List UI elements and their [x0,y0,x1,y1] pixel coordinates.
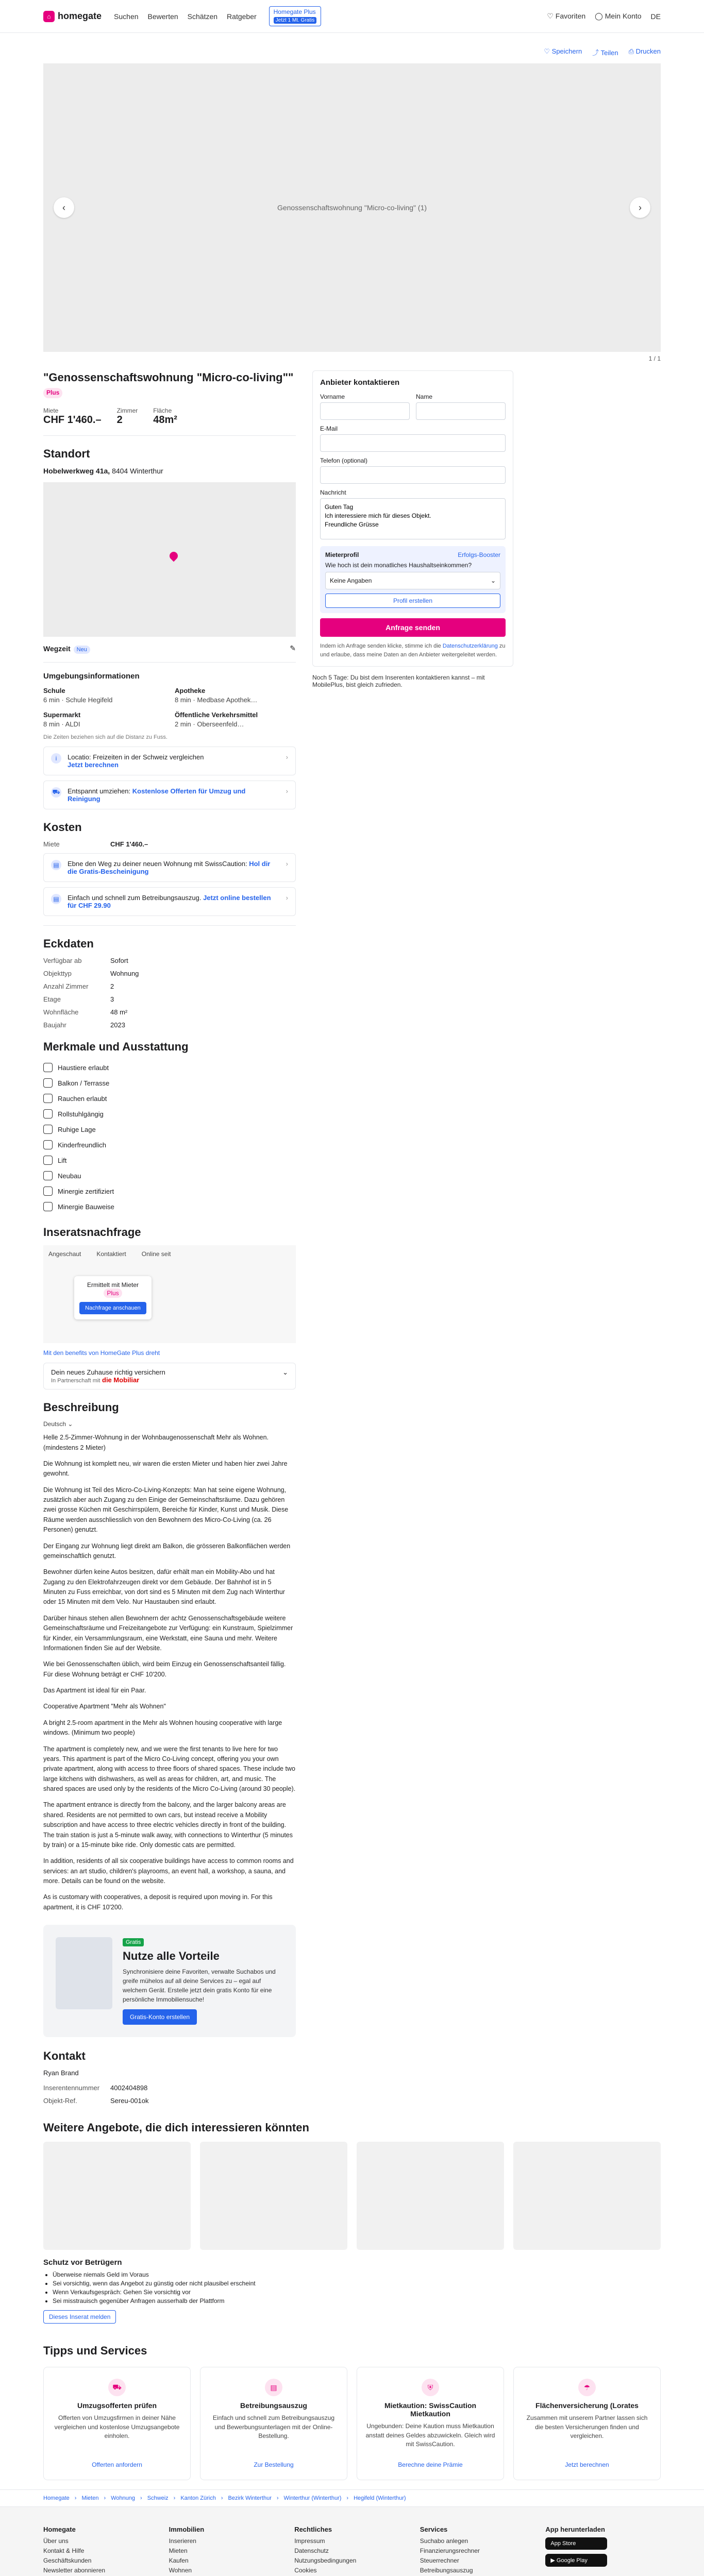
similar-card[interactable] [357,2142,504,2250]
new-badge: Neu [74,646,90,654]
feature-pets: Haustiere erlaubt [43,1060,296,1075]
poi-pharmacy: Apotheke 8 min · Medbase Apothek… [175,687,258,704]
elevator-icon [43,1156,53,1165]
chevron-left-icon: ‹ [62,202,65,213]
feature-new-building: Neubau [43,1168,296,1183]
commute-row[interactable]: Wegzeit Neu ✎ [43,644,296,653]
content [0,365,704,2110]
tip-card: ▤ Betreibungsauszug Einfach und schnell zum Betreibungsauszug und Bewerbungsunterlagen mit der Online-Bestellung. Zur Bestellung [200,2367,347,2480]
paw-icon [43,1063,53,1072]
leaf-icon [43,1187,53,1196]
footer-col-immobilien: Immobilien Inserieren Mieten Kaufen Wohnen [169,2526,205,2574]
footer [0,2507,704,2576]
edit-icon[interactable]: ✎ [290,644,296,653]
chevron-down-icon: ⌄ [490,577,496,584]
locatio-card[interactable]: i Locatio: Freizeiten in der Schweiz vergleichen Jetzt berechnen › [43,747,296,775]
breadcrumb-item[interactable]: Kanton Zürich [180,2495,216,2502]
account-promo: Gratis Nutze alle Vorteile Synchronisiere deine Favoriten, verwalte Suchabos und greife mühelos auf all deine Services zu – egal auf welchem Gerät. Erstelle jetzt dein gratis Konto für eine persönliche Immobiliensuche! Gratis-Konto erstellen [43,1925,296,2037]
plus-benefits-link[interactable]: Mit den benefits von HomeGate Plus dreht [43,1349,160,1357]
umbrella-icon: ☂ [578,2379,596,2396]
similar-card[interactable] [513,2142,661,2250]
feature-lift: Lift [43,1153,296,1168]
chevron-right-icon: › [286,753,288,761]
chevron-right-icon: › [286,787,288,795]
costs-heading: Kosten [43,821,82,834]
nav-schaetzen[interactable]: Schätzen [187,12,218,21]
poi-school: Schule 6 min · Schule Hegifeld [43,687,113,704]
contact-name: Ryan Brand [43,2069,79,2077]
feature-quiet: Ruhige Lage [43,1122,296,1137]
child-icon [43,1140,53,1149]
breadcrumb-item[interactable]: Winterthur (Winterthur) [283,2495,342,2502]
breadcrumb-item[interactable]: Bezirk Winterthur [228,2495,272,2502]
print-button[interactable]: ⎙ Drucken [628,47,661,55]
nav-ratgeber[interactable]: Ratgeber [227,12,257,21]
key-facts [43,407,296,426]
leaf-icon [43,1202,53,1211]
feature-wheelchair: Rollstuhlgängig [43,1106,296,1122]
promo-title: Nutze alle Vorteile [123,1950,220,1963]
lastname-field[interactable] [416,402,506,420]
smoking-icon [43,1094,53,1103]
main-column [43,365,296,2110]
homegate-plus-button[interactable]: Homegate Plus Jetzt 1 Mt. Gratis [269,6,322,26]
building-icon [43,1171,53,1180]
footer-col-services: Services Suchabo anlegen Finanzierungsrechner Steuerrechner Betreibungsauszug [420,2526,480,2574]
costs-table: Miete CHF 1'460.– [43,840,148,849]
gallery-next-button[interactable] [630,197,650,218]
view-demand-button[interactable]: Nachfrage anschauen [79,1302,146,1314]
footer-col-homegate: Homegate Über uns Kontakt & Hilfe Geschäftskunden Newsletter abonnieren [43,2526,106,2574]
plus-side-note: Noch 5 Tage: Du bist dem Inserenten kontaktieren kannst – mit MobilePlus, bist gleich zufrieden. [312,674,485,688]
tip-card: ⛨ Mietkaution: SwissCaution Mietkaution Ungebunden: Deine Kaution muss Mietkaution anstatt deines Geldes abzuwickeln. Gleich wird mit SwissCaution. Berechne deine Prämie [357,2367,504,2480]
breadcrumb: Homegate › Mieten › Wohnung › Schweiz › Kanton Zürich › Bezirk Winterthur › Winterthur (Winterthur) › Hegifeld (Winterthur) [0,2489,704,2507]
contact-table: Inserentennummer 4002404898 Objekt-Ref. Sereu-001ok [43,2084,149,2105]
divider [43,435,296,436]
truck-icon: ⛟ [108,2379,126,2396]
tab-contacted[interactable]: Kontaktiert [96,1250,126,1258]
share-button[interactable]: ⤴ Teilen [592,49,618,57]
truck-icon: ⛟ [51,787,61,798]
wheelchair-icon [43,1109,53,1118]
gallery-prev-button[interactable] [54,197,74,218]
firstname-field[interactable] [320,402,410,420]
contact-form: Anbieter kontaktieren Vorname Name E-Mail Telefon (optional) Nachricht Guten Tag Ich interessiere mich für dieses Objekt. Freundliche Grüsse Mieterprofil Erfolgs-Booster Wie hoch ist dein monatliches Haushaltseinkommen? Keine Angaben ⌄ Profil erstellen Anfrage senden Indem ich Anfrage senden klicke, stimme ich die Datenschutzerklärung zu und erlaube, dass meine Daten an den Anbieter weitergeleitet werden. [312,370,513,667]
demand-tabs [43,1245,296,1263]
feature-minergie-build: Minergie Bauweise [43,1199,296,1214]
tips-grid [43,2367,661,2480]
swisscaution-card[interactable]: ▤ Ebne den Weg zu deiner neuen Wohnung mit SwissCaution: Hol dir die Gratis-Bescheinigung › [43,853,296,882]
balcony-icon [43,1078,53,1088]
similar-card[interactable] [43,2142,191,2250]
language-select[interactable]: DE [650,12,661,21]
demand-upsell-card: Ermittelt mit Mieter Plus Nachfrage anschauen [74,1276,152,1319]
tip-link[interactable]: Jetzt berechnen [565,2461,609,2469]
tip-card: ⛟ Umzugsofferten prüfen Offerten von Umzugsfirmen in deiner Nähe vergleichen und kostenlose Umzugsangebote einholen. Offerten anfordern [43,2367,191,2480]
tip-link[interactable]: Berechne deine Prämie [398,2461,463,2469]
sidebar [312,365,513,2110]
phone-field[interactable] [320,466,506,484]
main-nav [114,12,257,21]
google-play-button[interactable]: ▶ Google Play [545,2554,607,2567]
fact-area: Fläche 48m² [153,407,177,426]
feature-smoking: Rauchen erlaubt [43,1091,296,1106]
breadcrumb-item[interactable]: Wohnung [111,2495,136,2502]
phone-illustration [56,1937,112,2009]
similar-grid [43,2142,661,2250]
gallery-counter: 1 / 1 [648,355,661,362]
tab-online-since[interactable]: Online seit [141,1250,171,1258]
document-icon: ▤ [51,894,61,904]
feature-children: Kinderfreundlich [43,1137,296,1153]
listing-actions [0,33,704,63]
image-gallery[interactable] [43,63,661,352]
gallery-image: Genossenschaftswohnung "Micro-co-living" (1) [277,204,427,212]
address: Hobelwerkweg 41a, 8404 Winterthur [43,467,163,476]
demand-box [43,1245,296,1343]
footer-columns [43,2526,661,2576]
poi-public-transport: Öffentliche Verkehrsmittel 2 min · Oberseenfeld… [175,711,258,728]
tip-link[interactable]: Offerten anfordern [92,2461,142,2469]
surroundings-heading: Umgebungsinformationen [43,672,140,681]
fact-rooms: Zimmer 2 [116,407,138,426]
keydata-heading: Eckdaten [43,937,94,951]
quiet-icon [43,1125,53,1134]
tip-card: ☂ Flächenversicherung (Lorates Zusammen mit unserem Partner lassen sich die besten Versicherungen finden und vergleichen. Jetzt berechnen [513,2367,661,2480]
favorites-link[interactable]: ♡ Favoriten [547,12,586,20]
send-request-button[interactable]: Anfrage senden [320,618,506,637]
keydata-table: Verfügbar ab Sofort Objekttyp Wohnung Anzahl Zimmer 2 Etage 3 Wohnfläche 48 m² Baujahr 2023 [43,957,139,1029]
document-icon: ▤ [51,860,61,870]
income-select[interactable]: Keine Angaben ⌄ [325,572,500,589]
document-icon: ▤ [265,2379,282,2396]
report-listing-button[interactable]: Dieses Inserat melden [43,2310,116,2324]
footer-col-app: App herunterladen App Store ▶ Google Play [545,2526,661,2576]
poi-supermarket: Supermarkt 8 min · ALDI [43,711,81,728]
save-button[interactable]: ♡ Speichern [544,47,582,55]
breadcrumb-item[interactable]: Hegifeld (Winterthur) [354,2495,406,2502]
debt-extract-card[interactable]: ▤ Einfach und schnell zum Betreibungsauszug. Jetzt online bestellen für CHF 29.90 › [43,887,296,916]
breadcrumb-item[interactable]: Homegate [43,2495,70,2502]
breadcrumb-item[interactable]: Mieten [81,2495,99,2502]
plus-badge: Plus [43,388,62,398]
tips-heading: Tipps und Services [43,2344,147,2358]
tip-link[interactable]: Zur Bestellung [254,2461,294,2469]
mobiliar-insurance-row[interactable]: Dein neues Zuhause richtig versichern In Partnerschaft mit die Mobiliar ⌄ [43,1363,296,1389]
description-language-select[interactable]: Deutsch ⌄ [43,1420,73,1428]
header-right [547,12,661,21]
chevron-right-icon: › [639,202,642,213]
features-heading: Merkmale und Ausstattung [43,1040,189,1054]
gratis-badge: Gratis [123,1938,144,1946]
similar-card[interactable] [200,2142,347,2250]
privacy-link[interactable]: Datenschutzerklärung [442,643,498,649]
tab-viewed[interactable]: Angeschaut [48,1250,81,1258]
privacy-note: Indem ich Anfrage senden klicke, stimme ich die Datenschutzerklärung zu und erlaube, dass meine Daten an den Anbieter weitergeleitet werden. [320,643,506,658]
top-header [0,0,704,33]
breadcrumb-item[interactable]: Schweiz [147,2495,169,2502]
nav-suchen[interactable]: Suchen [114,12,139,21]
demand-heading: Inseratsnachfrage [43,1226,141,1239]
footer-col-legal: Rechtliches Impressum Datenschutz Nutzungsbedingungen Cookies [294,2526,357,2574]
info-icon: i [51,753,61,764]
message-field[interactable] [320,498,506,539]
description-heading: Beschreibung [43,1401,119,1414]
surroundings-note: Die Zeiten beziehen sich auf die Distanz zu Fuss. [43,734,167,741]
shield-icon: ⛨ [422,2379,439,2396]
fraud-warning: Schutz vor Betrügern • Überweise niemals Geld im Voraus • Sei vorsichtig, wenn das Angebot zu günstig oder nicht plausibel erscheint • Wenn Verkaufsgespräch: Gehen Sie vorsichtig vor • Sei misstrauisch gegenüber Anfragen ausserhalb der Plattform Dieses Inserat melden [43,2258,332,2324]
location-map[interactable] [43,482,296,637]
homegate-logo[interactable]: ⌂ homegate [43,11,102,22]
tenant-profile-box: Mieterprofil Erfolgs-Booster Wie hoch ist dein monatliches Haushaltseinkommen? Keine Angaben ⌄ Profil erstellen [320,546,506,613]
similar-heading: Weitere Angebote, die dich interessieren könnten [43,2121,309,2134]
map-pin-icon [168,550,180,562]
chevron-right-icon: › [286,894,288,902]
feature-minergie-cert: Minergie zertifiziert [43,1183,296,1199]
nav-bewerten[interactable]: Bewerten [147,12,178,21]
app-store-button[interactable]: App Store [545,2537,607,2550]
location-heading: Standort [43,447,90,461]
create-profile-button[interactable]: Profil erstellen [325,594,500,608]
booster-link[interactable]: Erfolgs-Booster [458,551,500,558]
poi-grid [43,687,296,728]
fact-rent: Miete CHF 1'460.– [43,407,102,426]
mobiliar-logo: die Mobiliar [102,1376,140,1384]
contact-heading: Kontakt [43,2049,86,2063]
my-account-link[interactable]: ◯ Mein Konto [595,12,642,20]
similar-section [0,2121,704,2480]
features-list [43,1060,296,1214]
house-icon: ⌂ [43,11,55,22]
form-heading: Anbieter kontaktieren [320,378,400,387]
moving-card[interactable]: ⛟ Entspannt umziehen: Kostenlose Offerten für Umzug und Reinigung › [43,781,296,809]
chevron-down-icon: ⌄ [282,1368,288,1377]
feature-balcony: Balkon / Terrasse [43,1075,296,1091]
chevron-right-icon: › [286,860,288,868]
description-text: Helle 2.5-Zimmer-Wohnung in der Wohnbaugenossenschaft Mehr als Wohnen. (mindestens 2 Mieter) Die Wohnung ist komplett neu, wir waren die ersten Mieter und haben hier zwei Jahre gewohnt. Die Wohnung ist Teil des Micro-Co-Living-Konzepts: Man hat seine eigene Wohnung, zusätzlich aber auch Zugang zu den Einige der Gemeinschaftsräume. Dazu gehören zwei grosse Küchen mit Geschirrspülern, Bereiche für Kinder, Kunst und Musik. Diese Räume werden ausschliesslich von den Bewohnern des Micro-Co-Living (ca. 26 Personen) genutzt. Der Eingang zur Wohnung liegt direkt am Balkon, die grösseren Balkonflächen werden gemeinschaftlich genutzt. Bewohner dürfen keine Autos besitzen, dafür erhält man ein Mobility-Abo und hat Zugang zu den Elektrofahrzeugen direkt vor dem Gebäude. Der Bahnhof ist in 5 Minuten zu Fuss erreichbar, von dort sind es 5 Minuten mit dem Zug nach Winterthur oder 15 Minuten mit dem Velo. Nur Haustauben sind erlaubt. Darüber hinaus stehen allen Bewohnern der achtz Genossenschaftsgebäude weitere Gemeinschaftsräume und Freizeitangebote zur Verfügung: ein Kunstraum, Spielzimmer für Kinder, ein Versammlungsraum, eine Werkstatt, eine Sauna und mehr. Weitere Informationen finden Sie auf der Website. Wie bei Genossenschaften üblich, wird beim Einzug ein Genossenschaftsanteil fällig. Für diese Wohnung beträgt er CHF 10'200. Das Apartment ist ideal für ein Paar. Cooperative Apartment "Mehr als Wohnen" A bright 2.5-room apartment in the Mehr als Wohnen housing cooperative with large windows. (Minimum two people) The apartment is completely new, and we were the first tenants to live here for two years. This apartment is part of the Micro Co-Living concept, offering you your own private apartment, along with access to three floors of shared spaces. These include two large kitchens with dishwashers, as well as areas for children, art, and music. The shared spaces are used only by the residents of the Micro Co-Living (around 30 people). The apartment entrance is directly from the balcony, and the larger balcony areas are shared. Residents are not permitted to own cars, but instead receive a Mobility subscription and have access to three electric vehicles directly in front of the building. The train station is just a 5-minute walk away, with connections to Winterthur (5 minutes by train) or a 15-minute bike ride. Only domestic cats are permitted. In addition, residents of all six cooperative buildings have access to common rooms and services: an art studio, children's playrooms, an event hall, a workshop, a sauna, and more. Details can be found on the website. As is customary with cooperatives, a deposit is required upon moving in. For this apartment, it is CHF 10'200. [43,1434,296,1911]
listing-title: "Genossenschaftswohnung "Micro-co-living"" Plus [43,370,296,400]
create-account-button[interactable]: Gratis-Konto erstellen [123,2009,197,2025]
email-field[interactable] [320,434,506,452]
